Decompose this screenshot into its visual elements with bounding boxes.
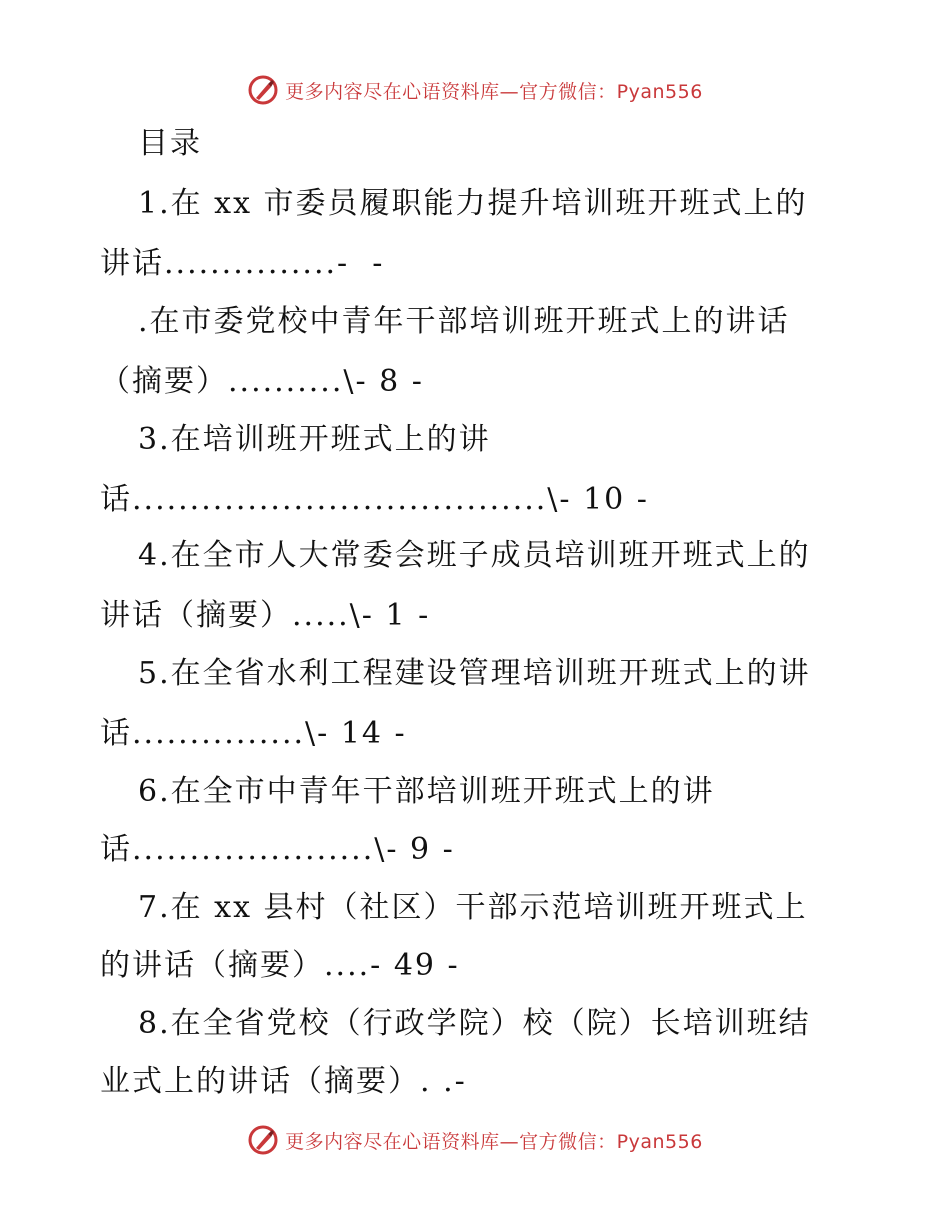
watermark-text: 更多内容尽在心语资料库—官方微信：Pyan556 <box>285 80 703 103</box>
toc-line: .在市委党校中青年干部培训班开班式上的讲话 <box>138 304 790 339</box>
toc-line: 3.在培训班开班式上的讲 <box>138 422 491 457</box>
pen-circle-icon <box>247 1124 279 1156</box>
toc-line: 5.在全省水利工程建设管理培训班开班式上的讲 <box>138 656 811 691</box>
watermark-id: Pyan556 <box>616 80 703 103</box>
toc-heading: 目录 <box>138 126 202 161</box>
toc-line: 话.....................\- 9 - <box>100 832 455 867</box>
toc-line: 业式上的讲话（摘要）. .- <box>100 1064 467 1099</box>
toc-line: 8.在全省党校（行政学院）校（院）长培训班结 <box>138 1006 811 1041</box>
watermark-id: Pyan556 <box>616 1130 703 1153</box>
toc-line: 话...............\- 14 - <box>100 716 407 751</box>
toc-line: 6.在全市中青年干部培训班开班式上的讲 <box>138 774 715 809</box>
watermark-header <box>0 70 950 110</box>
toc-line: 话....................................\- 10 - <box>100 482 649 517</box>
toc-line: 讲话（摘要）.....\- 1 - <box>100 598 431 633</box>
toc-line: 讲话...............- - <box>100 246 385 281</box>
watermark-text: 更多内容尽在心语资料库—官方微信：Pyan556 <box>285 1130 703 1153</box>
toc-line: （摘要）..........\- 8 - <box>100 364 424 399</box>
toc-line: 的讲话（摘要）....- 49 - <box>100 948 460 983</box>
watermark-footer <box>0 1120 950 1160</box>
toc-line: 7.在 xx 县村（社区）干部示范培训班开班式上 <box>138 890 808 925</box>
toc-line: 1.在 xx 市委员履职能力提升培训班开班式上的 <box>138 186 808 221</box>
pen-circle-icon <box>247 74 279 106</box>
toc-line: 4.在全市人大常委会班子成员培训班开班式上的 <box>138 538 811 573</box>
